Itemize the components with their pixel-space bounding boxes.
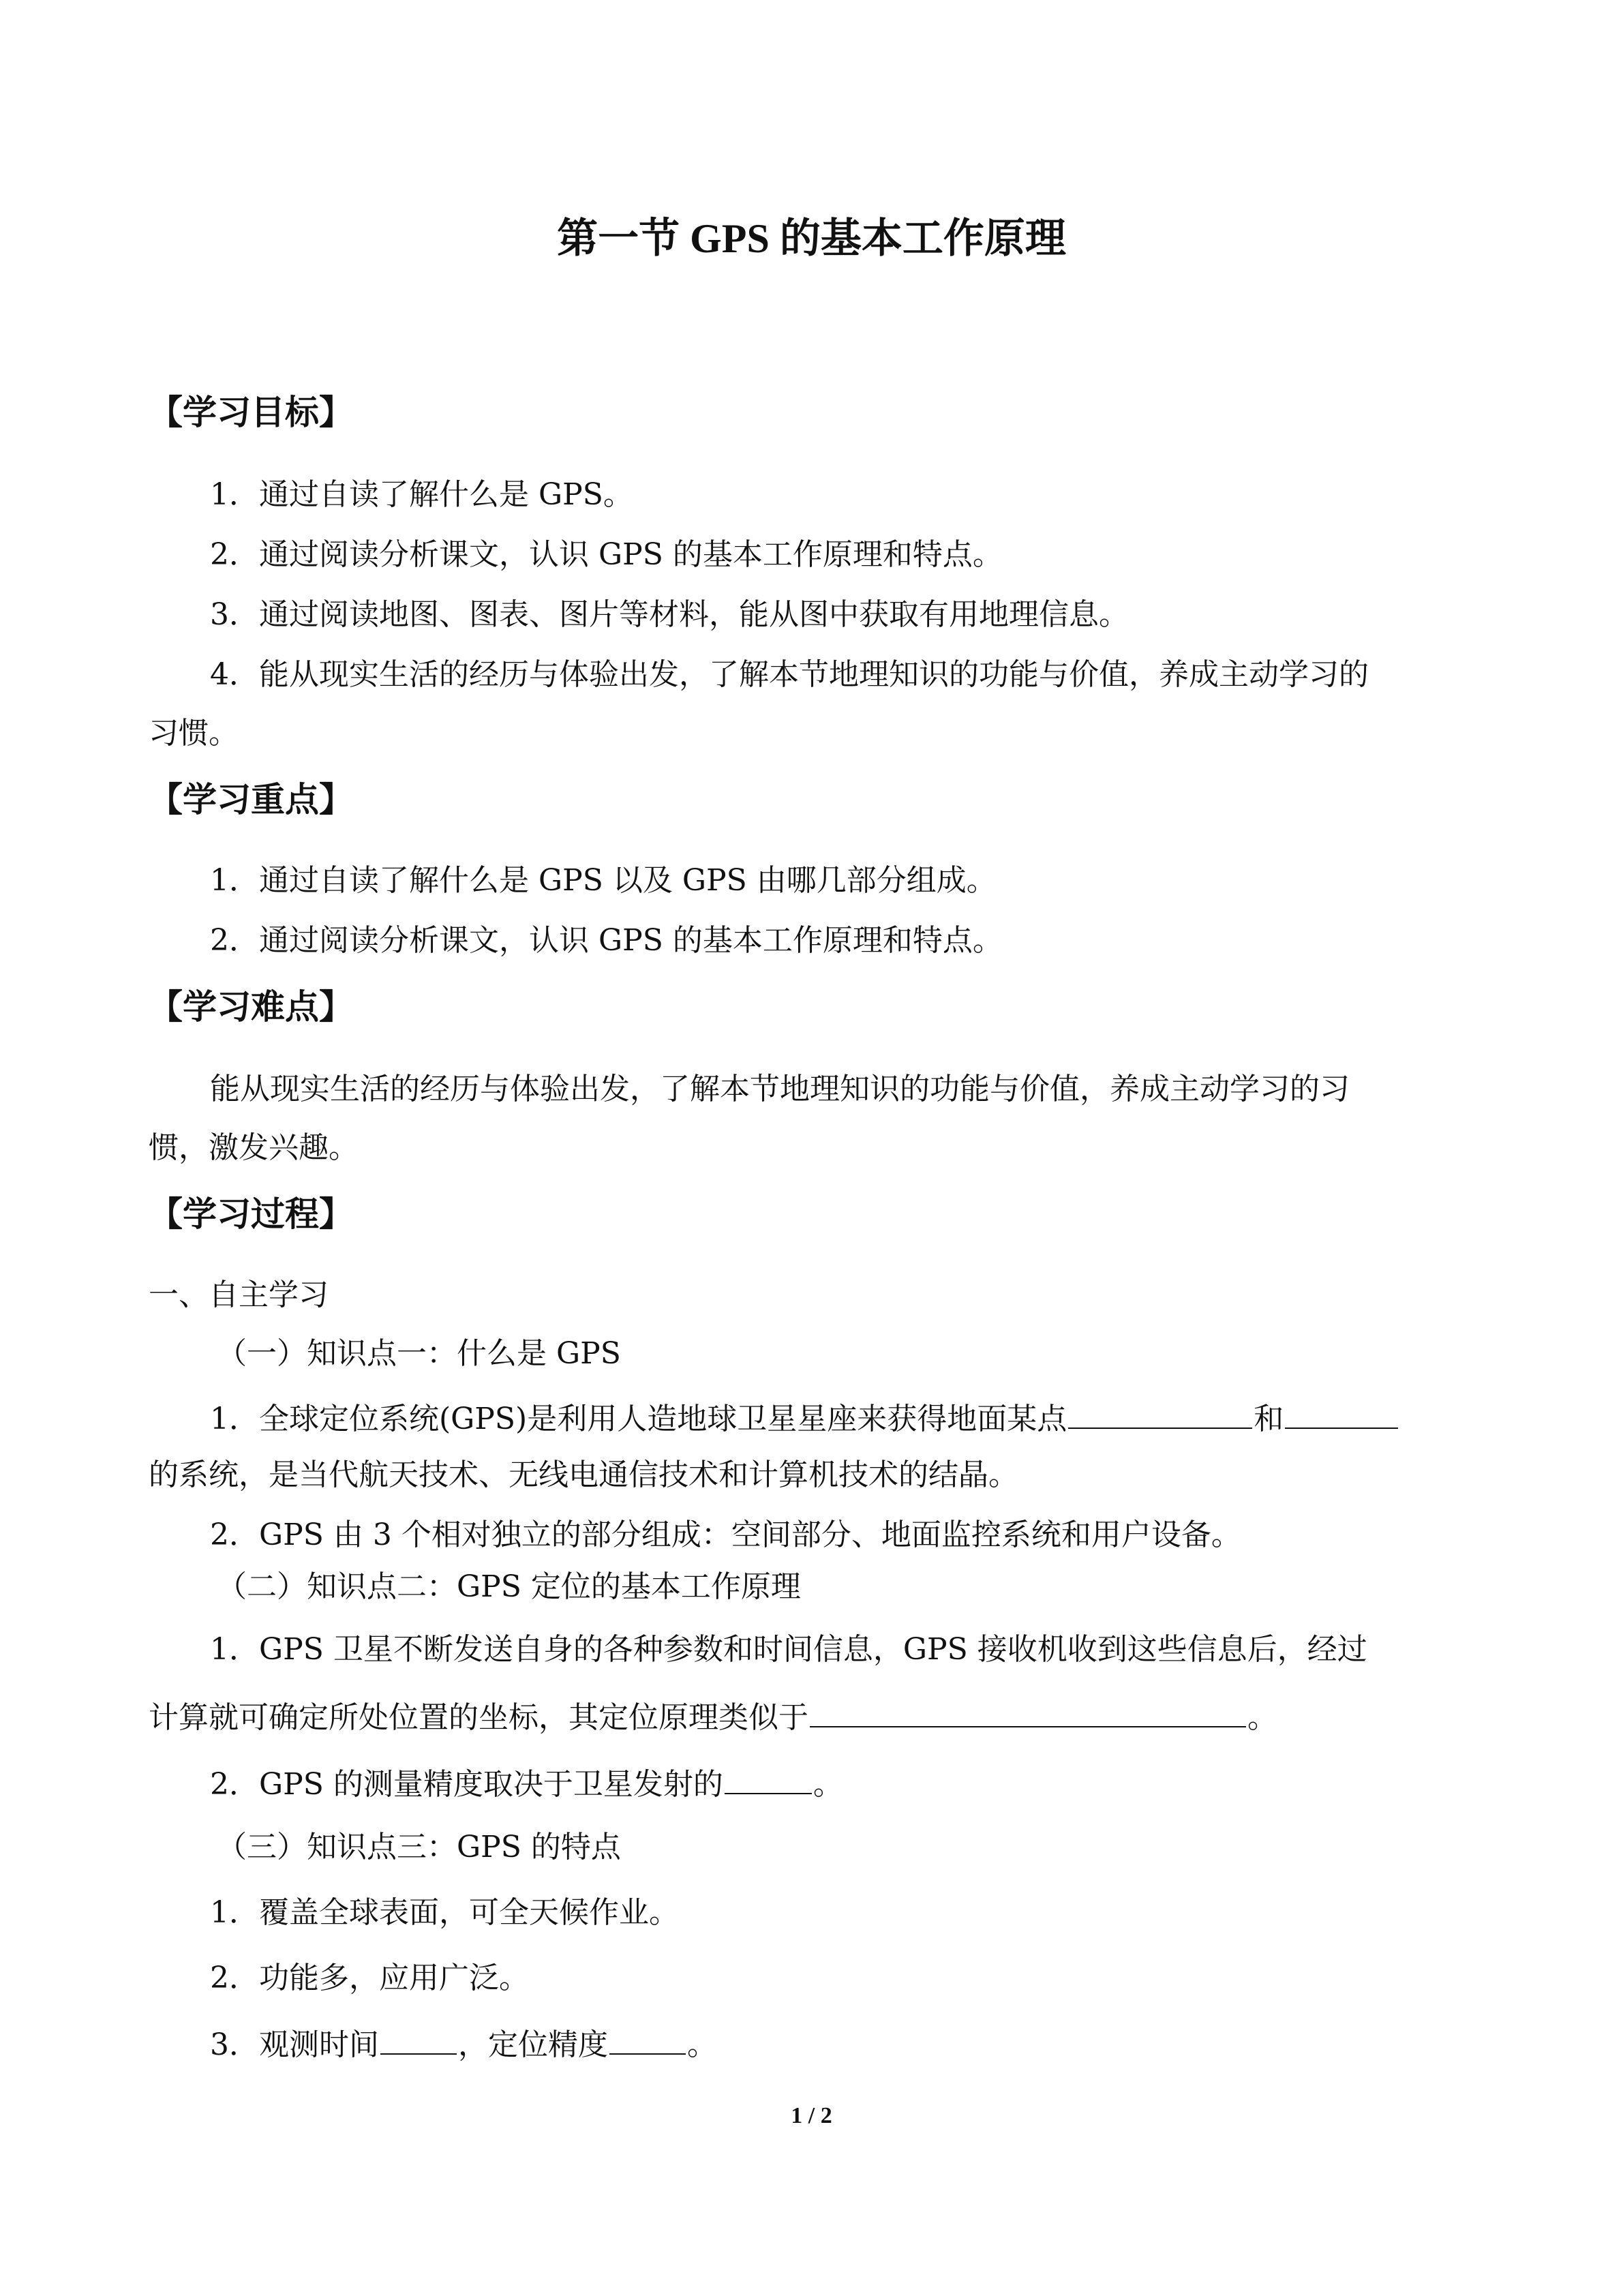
objective-item: 3．通过阅读地图、图表、图片等材料，能从图中获取有用地理信息。 xyxy=(210,597,1129,632)
kp3-item3-text-b: ，定位精度 xyxy=(458,2027,608,2062)
knowledge-point-2-item-1-continued xyxy=(149,1696,1277,1738)
fill-blank[interactable] xyxy=(810,1696,1246,1727)
heading-process: 【学习过程】 xyxy=(149,1194,353,1234)
knowledge-point-3-item-3 xyxy=(210,2023,717,2066)
knowledge-point-2-item-2 xyxy=(210,1763,843,1805)
key-point-item: 1．通过自读了解什么是 GPS 以及 GPS 由哪几部分组成。 xyxy=(210,863,997,898)
objective-item: 1．通过自读了解什么是 GPS。 xyxy=(210,477,633,512)
knowledge-point-1-item-1-continued: 的系统，是当代航天技术、无线电通信技术和计算机技术的结晶。 xyxy=(149,1457,1018,1492)
kp1-item1-text-b: 和 xyxy=(1254,1402,1284,1436)
knowledge-point-3-title: （三）知识点三：GPS 的特点 xyxy=(217,1830,621,1864)
kp1-item1-text-a: 1．全球定位系统(GPS)是利用人造地球卫星星座来获得地面某点 xyxy=(210,1402,1067,1436)
heading-difficulties: 【学习难点】 xyxy=(149,987,353,1027)
heading-objectives: 【学习目标】 xyxy=(149,393,353,432)
kp3-item3-text-c: 。 xyxy=(687,2027,717,2062)
knowledge-point-3-item-1: 1．覆盖全球表面，可全天候作业。 xyxy=(210,1895,679,1930)
fill-blank[interactable] xyxy=(725,1763,812,1794)
page-number: 1 / 2 xyxy=(791,2103,832,2128)
difficulty-item-continued: 惯，激发兴趣。 xyxy=(149,1130,359,1165)
kp2-item2-text-a: 2．GPS 的测量精度取决于卫星发射的 xyxy=(210,1767,723,1802)
process-part-one: 一、自主学习 xyxy=(149,1278,329,1312)
key-point-item: 2．通过阅读分析课文，认识 GPS 的基本工作原理和特点。 xyxy=(210,923,1003,958)
knowledge-point-1-item-1 xyxy=(210,1398,1399,1440)
page-title: 第一节 GPS 的基本工作原理 xyxy=(557,216,1066,261)
difficulty-item: 能从现实生活的经历与体验出发，了解本节地理知识的功能与价值，养成主动学习的习 xyxy=(210,1072,1350,1106)
kp2-item2-text-b: 。 xyxy=(813,1767,843,1802)
knowledge-point-2-item-1: 1．GPS 卫星不断发送自身的各种参数和时间信息，GPS 接收机收到这些信息后，经过 xyxy=(210,1632,1367,1667)
heading-key-points: 【学习重点】 xyxy=(149,780,353,819)
knowledge-point-1-title: （一）知识点一：什么是 GPS xyxy=(217,1336,621,1371)
kp2-item1-text-c: 。 xyxy=(1247,1700,1277,1735)
fill-blank[interactable] xyxy=(1285,1398,1398,1429)
knowledge-point-3-item-2: 2．功能多，应用广泛。 xyxy=(210,1961,529,1995)
fill-blank[interactable] xyxy=(380,2023,457,2055)
knowledge-point-2-title: （二）知识点二：GPS 定位的基本工作原理 xyxy=(217,1569,801,1604)
kp2-item1-text-b: 计算就可确定所处位置的坐标，其定位原理类似于 xyxy=(149,1700,808,1735)
objective-item: 4．能从现实生活的经历与体验出发，了解本节地理知识的功能与价值，养成主动学习的 xyxy=(210,657,1369,692)
kp3-item3-text-a: 3．观测时间 xyxy=(210,2027,379,2062)
fill-blank[interactable] xyxy=(609,2023,686,2055)
objective-item: 2．通过阅读分析课文，认识 GPS 的基本工作原理和特点。 xyxy=(210,537,1003,572)
knowledge-point-1-item-2: 2．GPS 由 3 个相对独立的部分组成：空间部分、地面监控系统和用户设备。 xyxy=(210,1517,1241,1552)
fill-blank[interactable] xyxy=(1068,1398,1252,1429)
objective-item-continued: 习惯。 xyxy=(149,716,239,751)
